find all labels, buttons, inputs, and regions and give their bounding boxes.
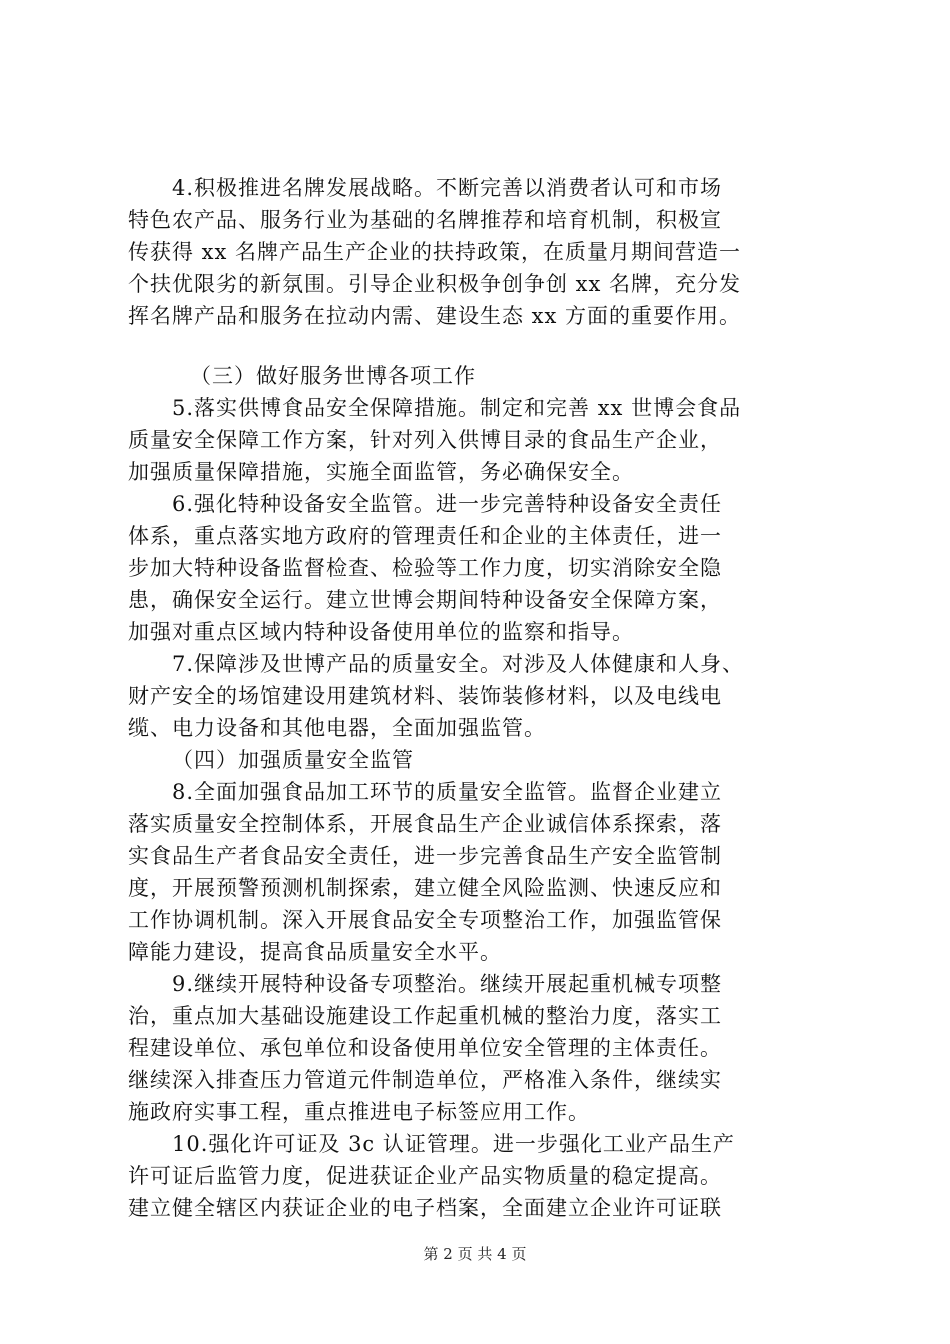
paragraph-line: 治，重点加大基础设施建设工作起重机械的整治力度，落实工 [128,1004,722,1028]
paragraph-line: 财产安全的场馆建设用建筑材料、装饰装修材料，以及电线电 [128,684,722,708]
paragraph-line: 5.落实供博食品安全保障措施。制定和完善 xx 世博会食品 [172,396,742,420]
paragraph-line: 挥名牌产品和服务在拉动内需、建设生态 xx 方面的重要作用。 [128,304,742,328]
paragraph-line: 实食品生产者食品安全责任，进一步完善食品生产安全监管制 [128,844,722,868]
paragraph-line: 7.保障涉及世博产品的质量安全。对涉及人体健康和人身、 [172,652,745,676]
paragraph-line: 质量安全保障工作方案，针对列入供博目录的食品生产企业， [128,428,722,452]
paragraph-line: 患，确保安全运行。建立世博会期间特种设备安全保障方案， [128,588,722,612]
paragraph-line: 4.积极推进名牌发展战略。不断完善以消费者认可和市场 [172,176,723,200]
paragraph-4 [128,172,828,332]
document-body [128,172,828,1224]
paragraph-10 [128,1128,828,1224]
paragraph-line: 传获得 xx 名牌产品生产企业的扶持政策，在质量月期间营造一 [128,240,742,264]
paragraph-line: 步加大特种设备监督检查、检验等工作力度，切实消除安全隐 [128,556,722,580]
page-number-footer: 第 2 页 共 4 页 [423,1245,527,1263]
paragraph-8 [128,776,828,968]
paragraph-line: 9.继续开展特种设备专项整治。继续开展起重机械专项整 [172,972,723,996]
paragraph-line: 8.全面加强食品加工环节的质量安全监管。监督企业建立 [172,780,723,804]
paragraph-line: 建立健全辖区内获证企业的电子档案，全面建立企业许可证联 [128,1196,722,1220]
paragraph-line: 6.强化特种设备安全监管。进一步完善特种设备安全责任 [172,492,723,516]
spacer [128,332,828,360]
paragraph-7 [128,648,828,744]
paragraph-line: 个扶优限劣的新氛围。引导企业积极争创争创 xx 名牌，充分发 [128,272,742,296]
paragraph-line: 体系，重点落实地方政府的管理责任和企业的主体责任，进一 [128,524,722,548]
paragraph-5 [128,392,828,488]
paragraph-line: 10.强化许可证及 3c 认证管理。进一步强化工业产品生产 [172,1132,735,1156]
paragraph-line: 度，开展预警预测机制探索，建立健全风险监测、快速反应和 [128,876,722,900]
paragraph-9 [128,968,828,1128]
section-heading-3: （三）做好服务世博各项工作 [190,364,476,388]
paragraph-line: 程建设单位、承包单位和设备使用单位安全管理的主体责任。 [128,1036,722,1060]
paragraph-line: 施政府实事工程，重点推进电子标签应用工作。 [128,1100,590,1124]
paragraph-line: 障能力建设，提高食品质量安全水平。 [128,940,502,964]
paragraph-line: 缆、电力设备和其他电器，全面加强监管。 [128,716,546,740]
section-heading-4: （四）加强质量安全监管 [172,748,414,772]
paragraph-line: 许可证后监管力度，促进获证企业产品实物质量的稳定提高。 [128,1164,722,1188]
paragraph-6 [128,488,828,648]
paragraph-line: 加强对重点区域内特种设备使用单位的监察和指导。 [128,620,634,644]
paragraph-line: 落实质量安全控制体系，开展食品生产企业诚信体系探索，落 [128,812,722,836]
paragraph-line: 工作协调机制。深入开展食品安全专项整治工作，加强监管保 [128,908,722,932]
paragraph-line: 特色农产品、服务行业为基础的名牌推荐和培育机制，积极宣 [128,208,722,232]
paragraph-line: 继续深入排查压力管道元件制造单位，严格准入条件，继续实 [128,1068,722,1092]
paragraph-line: 加强质量保障措施，实施全面监管，务必确保安全。 [128,460,634,484]
